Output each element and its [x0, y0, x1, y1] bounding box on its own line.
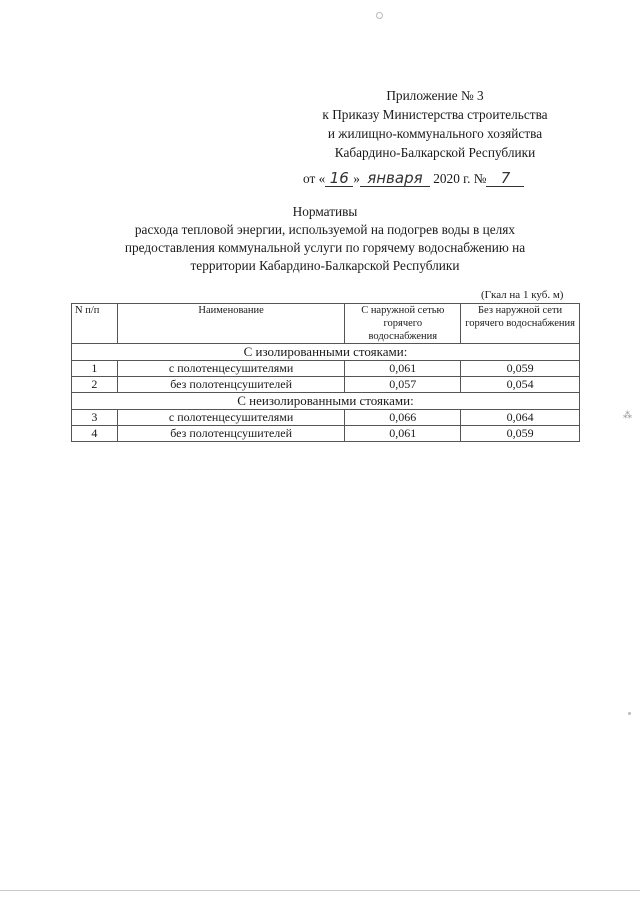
title-heading: Нормативы [292, 204, 358, 219]
order-date-line [303, 170, 524, 187]
document-title [60, 203, 590, 275]
title-line: территории Кабардино-Балкарской Республики [190, 258, 460, 273]
table-row [72, 377, 580, 393]
order-number-handwritten: 7 [486, 170, 524, 187]
row-with-network: 0,057 [345, 377, 461, 393]
row-with-network: 0,061 [345, 361, 461, 377]
row-num: 2 [72, 377, 118, 393]
annex-line: к Приказу Министерства строительства [322, 107, 548, 122]
annex-line: и жилищно-коммунального хозяйства [327, 126, 543, 141]
row-name: с полотенцесушителями [117, 410, 345, 426]
date-year-text: 2020 г. № [433, 171, 487, 186]
header-with-network: С наружной сетью горячего водоснабжения [345, 304, 461, 344]
row-without-network: 0,064 [461, 410, 580, 426]
row-with-network: 0,066 [345, 410, 461, 426]
scan-dot-mark [628, 712, 631, 715]
row-without-network: 0,059 [461, 361, 580, 377]
scan-edge-mark: ⁂ [623, 410, 632, 420]
date-day-handwritten: 16 [325, 170, 353, 187]
scan-bottom-edge [0, 890, 640, 891]
table-header-row [72, 304, 580, 344]
row-name: без полотенцсушителей [117, 426, 345, 442]
row-without-network: 0,054 [461, 377, 580, 393]
row-num: 4 [72, 426, 118, 442]
annex-header [300, 86, 570, 162]
date-prefix: от « [303, 171, 326, 186]
annex-line: Кабардино-Балкарской Республики [334, 145, 536, 160]
scan-dot-mark [376, 12, 383, 19]
table-row [72, 361, 580, 377]
header-name: Наименование [117, 304, 345, 344]
title-line: предоставления коммунальной услуги по горячему водоснабжению на [124, 240, 526, 255]
table-row [72, 410, 580, 426]
row-name: без полотенцсушителей [117, 377, 345, 393]
unit-note: (Гкал на 1 куб. м) [481, 289, 564, 301]
date-month-handwritten: января [360, 170, 430, 187]
annex-line: Приложение № 3 [386, 88, 484, 103]
table-row [72, 426, 580, 442]
row-with-network: 0,061 [345, 426, 461, 442]
section-title: С изолированными стояками: [72, 344, 580, 361]
header-without-network: Без наружной сети горячего водоснабжения [461, 304, 580, 344]
norms-table [71, 303, 580, 442]
section-title: С неизолированными стояками: [72, 393, 580, 410]
row-without-network: 0,059 [461, 426, 580, 442]
section-row [72, 344, 580, 361]
row-num: 1 [72, 361, 118, 377]
section-row [72, 393, 580, 410]
row-name: с полотенцесушителями [117, 361, 345, 377]
date-mid: » [353, 171, 360, 186]
title-line: расхода тепловой энергии, используемой на подогрев воды в целях [134, 222, 516, 237]
header-num: N п/п [72, 304, 118, 344]
row-num: 3 [72, 410, 118, 426]
